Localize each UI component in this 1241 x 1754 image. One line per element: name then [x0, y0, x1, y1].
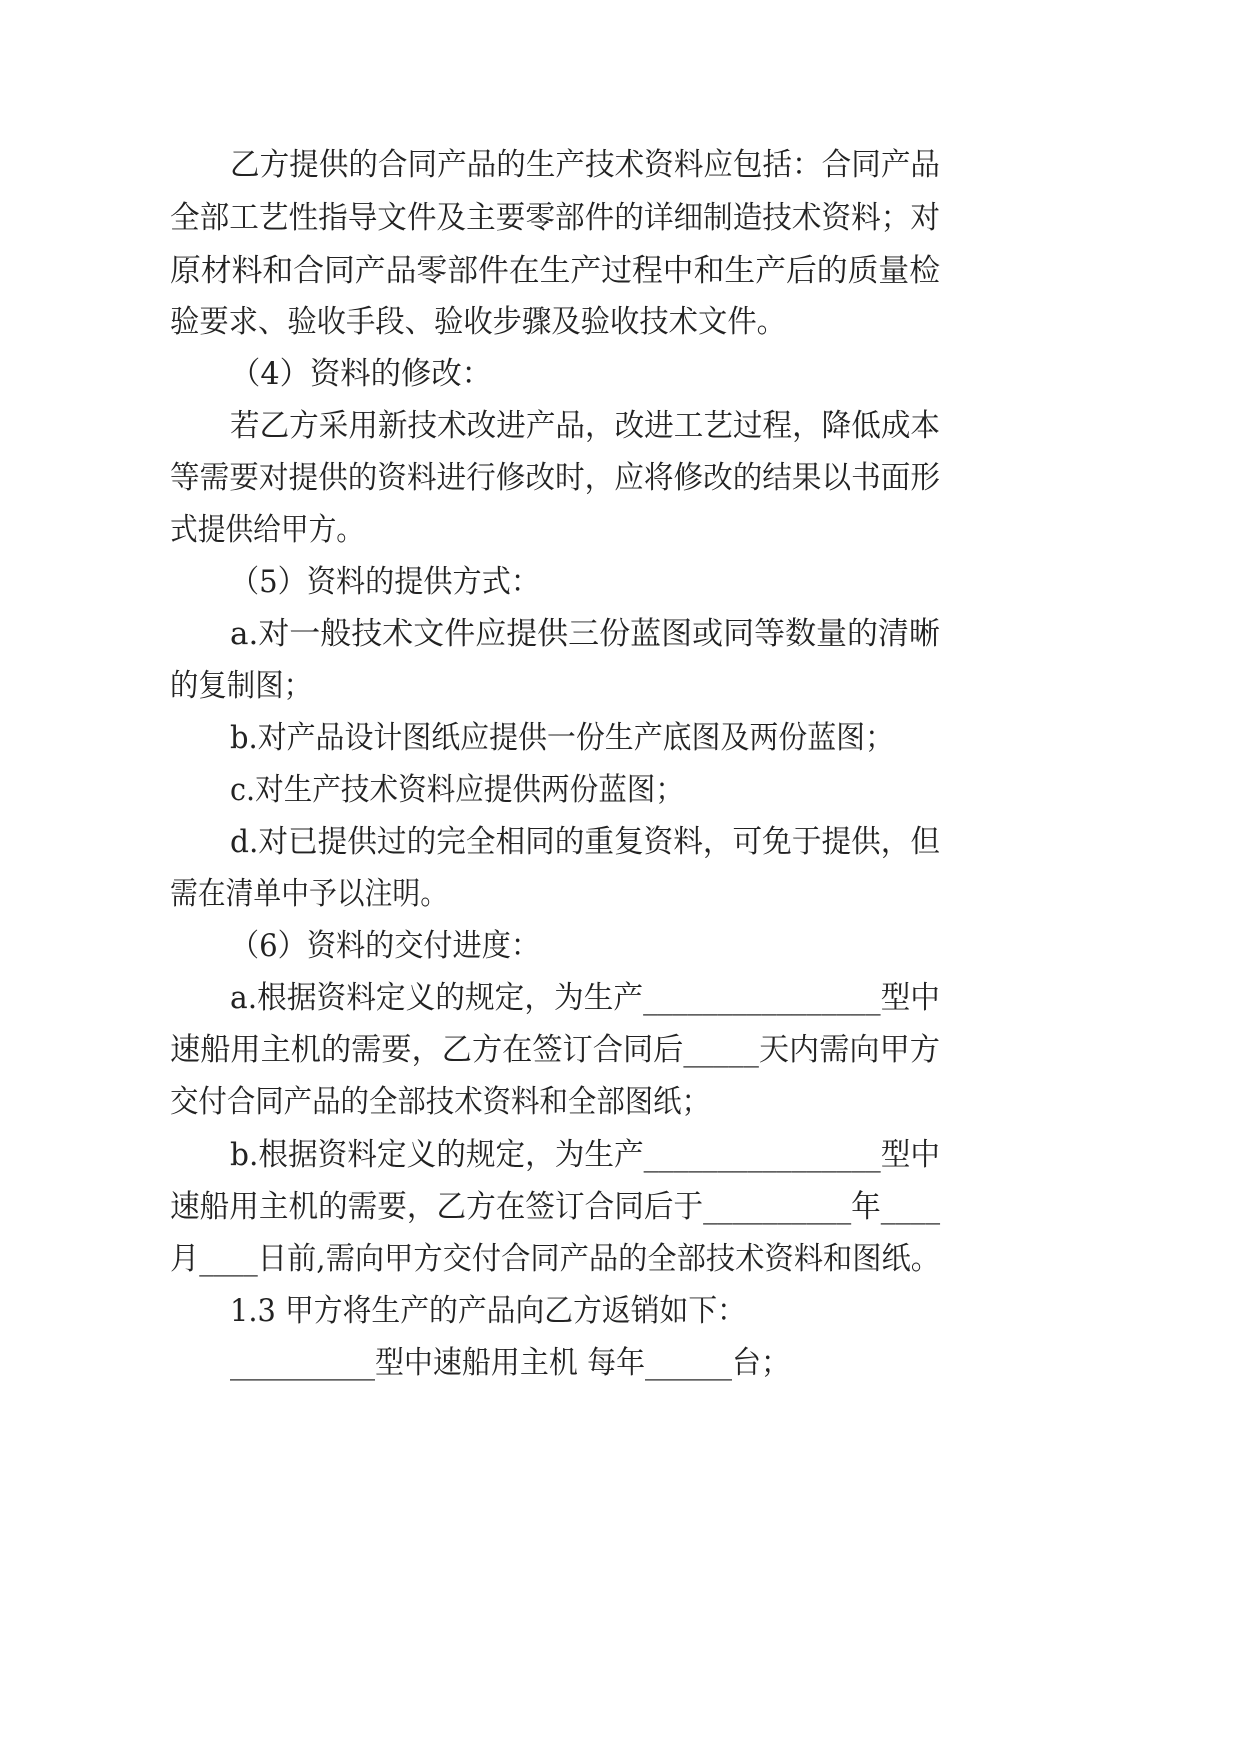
paragraph-line: 若乙方采用新技术改进产品，改进工艺过程，降低成本	[230, 408, 940, 444]
paragraph-line: 验要求、验收手段、验收步骤及验收技术文件。	[170, 304, 786, 340]
paragraph-line: 的复制图；	[170, 668, 312, 704]
blank-form-line: __________型中速船用主机 每年______台；	[230, 1345, 790, 1381]
paragraph-line: 乙方提供的合同产品的生产技术资料应包括：合同产品	[230, 147, 940, 183]
paragraph-line: 全部工艺性指导文件及主要零部件的详细制造技术资料；对	[170, 200, 940, 236]
list-item: a.根据资料定义的规定，为生产________________型中	[230, 980, 940, 1016]
list-item: a.对一般技术文件应提供三份蓝图或同等数量的清晰	[230, 616, 940, 652]
section-heading: （4）资料的修改：	[230, 356, 492, 392]
list-item: b.对产品设计图纸应提供一份生产底图及两份蓝图；	[230, 720, 894, 756]
section-heading: 1.3 甲方将生产的产品向乙方返销如下：	[230, 1293, 746, 1329]
section-heading: （5）资料的提供方式：	[230, 564, 540, 600]
paragraph-line: 交付合同产品的全部技术资料和全部图纸；	[170, 1084, 710, 1120]
list-item: d.对已提供过的完全相同的重复资料，可免于提供，但	[230, 824, 940, 860]
paragraph-line: 原材料和合同产品零部件在生产过程中和生产后的质量检	[170, 253, 940, 289]
paragraph-line: 需在清单中予以注明。	[170, 876, 448, 912]
section-heading: （6）资料的交付进度：	[230, 928, 540, 964]
list-item: c.对生产技术资料应提供两份蓝图；	[230, 772, 684, 808]
paragraph-line: 月____日前,需向甲方交付合同产品的全部技术资料和图纸。	[170, 1241, 940, 1277]
list-item: b.根据资料定义的规定，为生产________________型中	[230, 1137, 940, 1173]
paragraph-line: 等需要对提供的资料进行修改时，应将修改的结果以书面形	[170, 460, 940, 496]
paragraph-line: 式提供给甲方。	[170, 512, 364, 548]
paragraph-line: 速船用主机的需要，乙方在签订合同后于__________年____	[170, 1189, 940, 1225]
paragraph-line: 速船用主机的需要，乙方在签订合同后_____天内需向甲方	[170, 1032, 940, 1068]
